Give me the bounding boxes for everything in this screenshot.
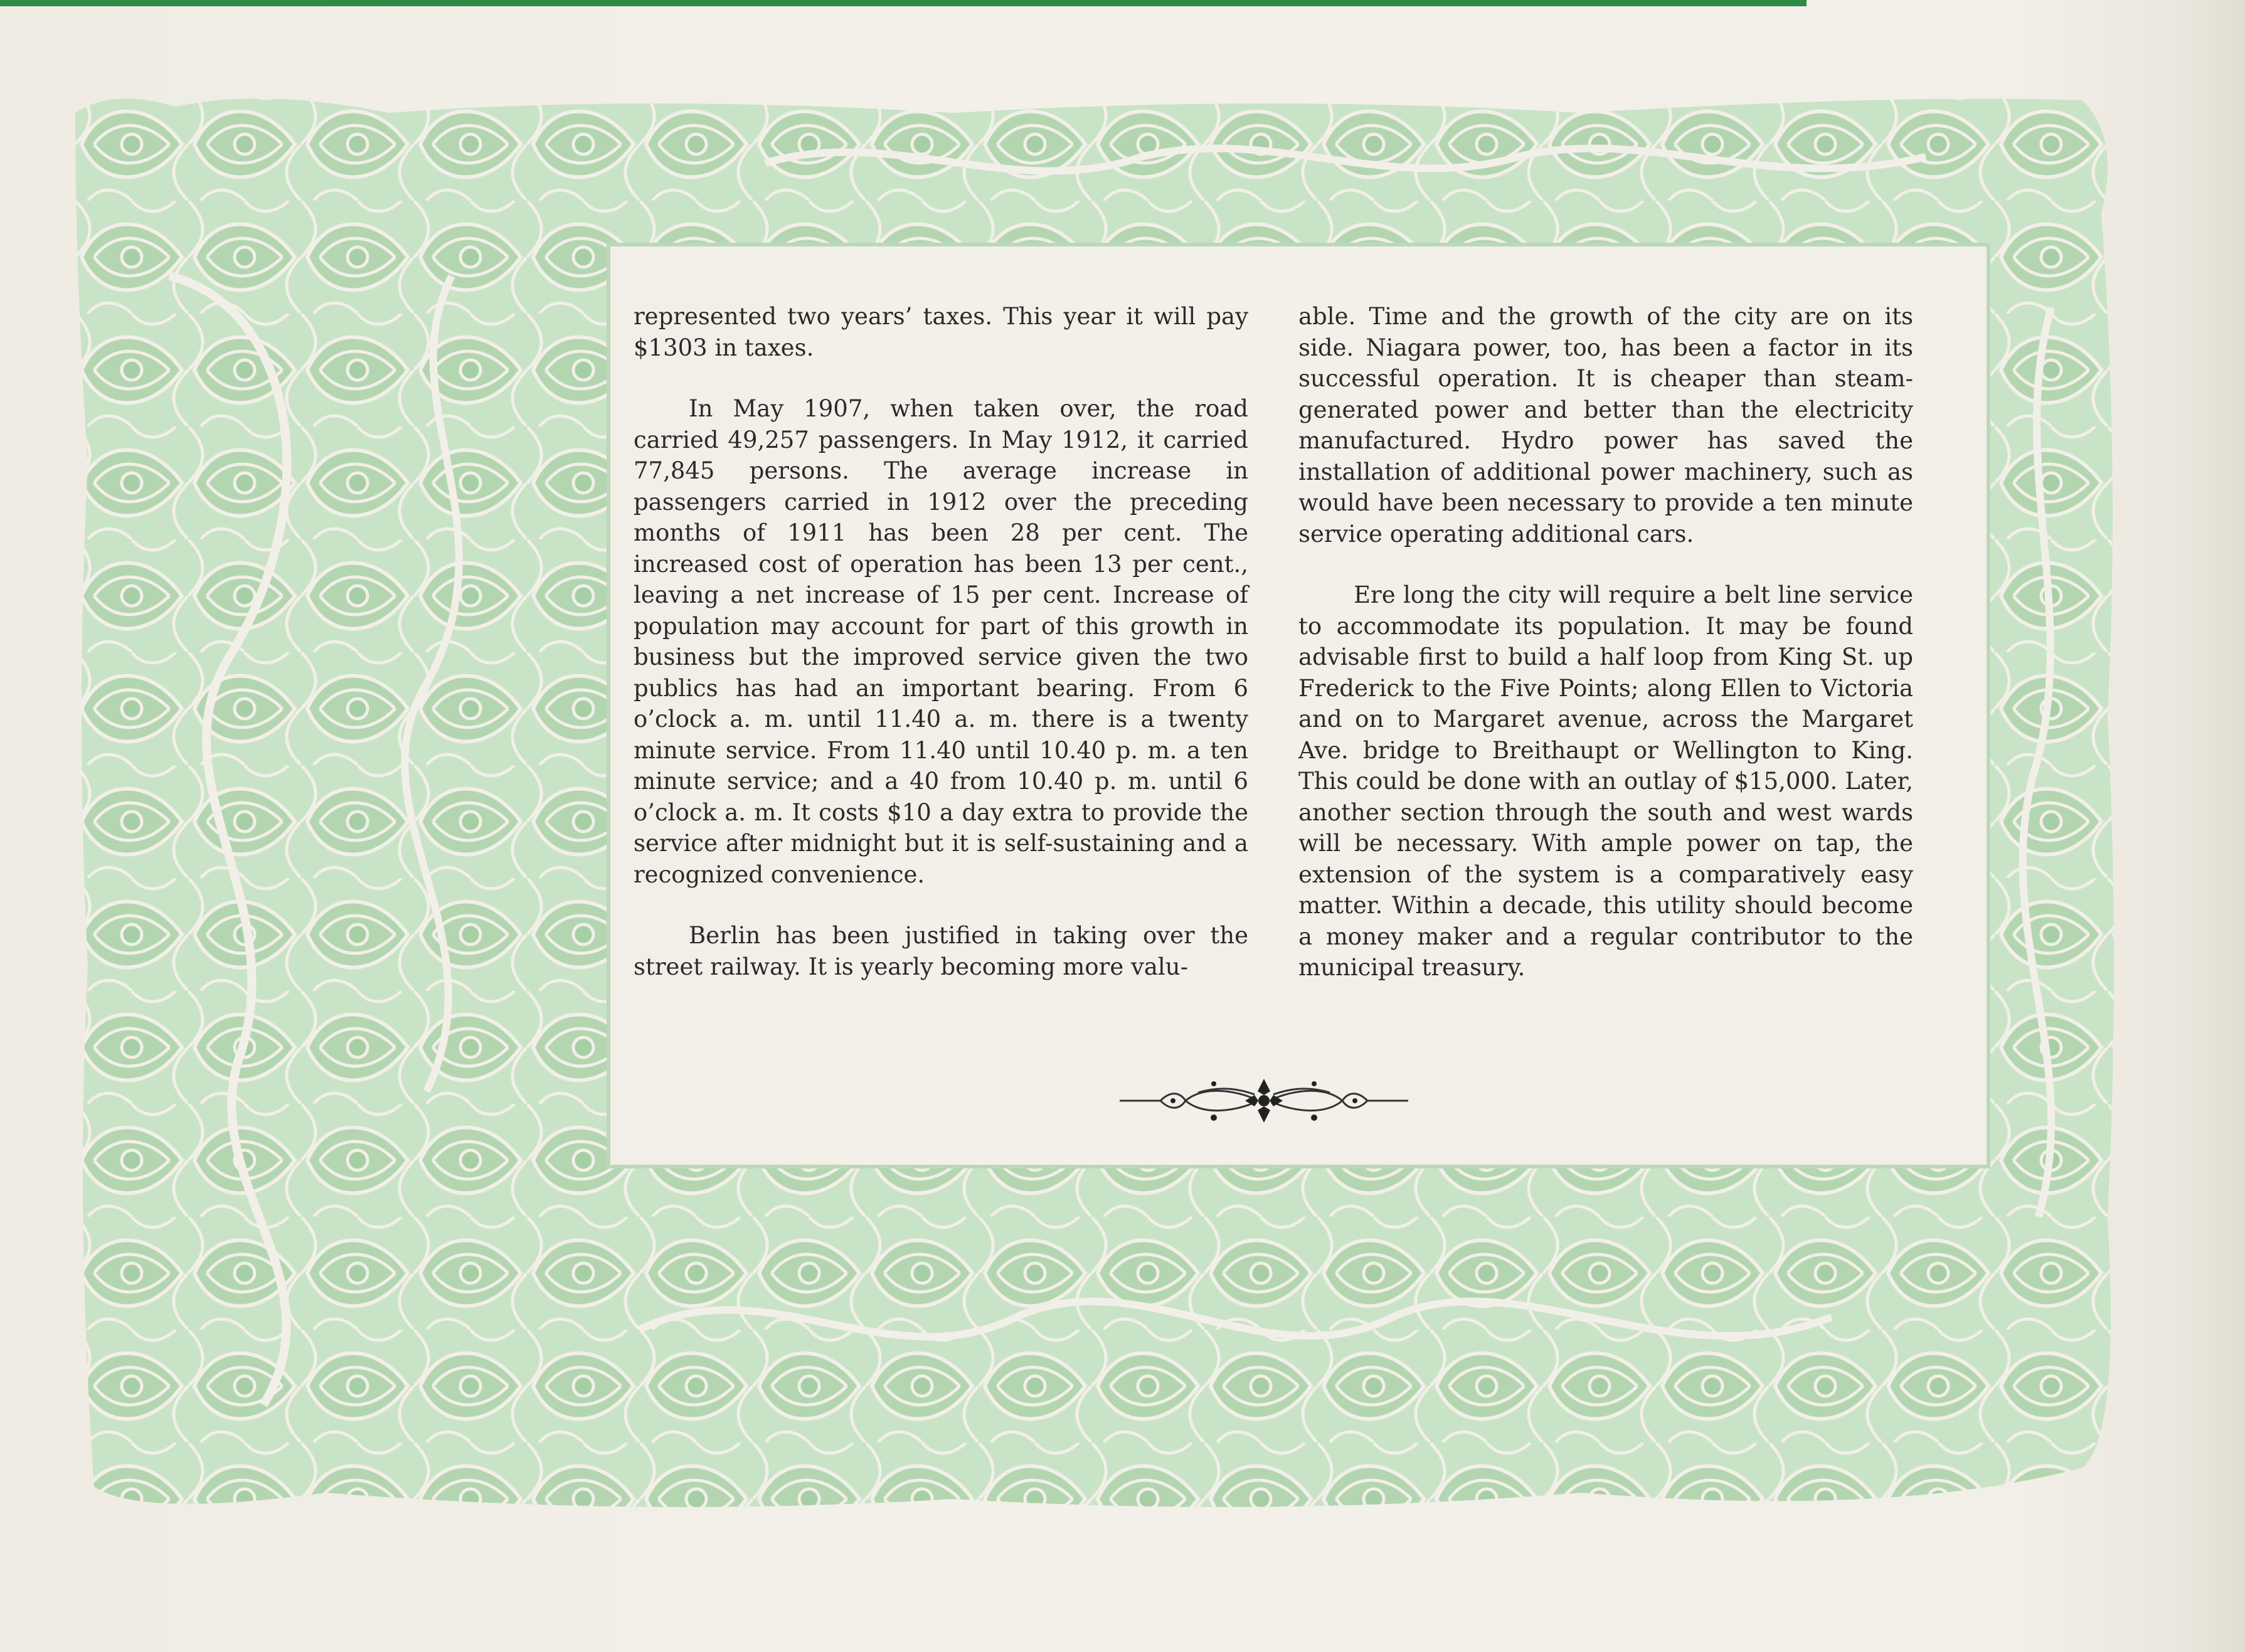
right-paragraph-2: Ere long the city will require a belt line service to accommodate its population. It may be found advisable first to build a half loop from King St. up Frederick to the Five Points; along Ellen to Victoria and on to Margaret avenue, across the Margaret Ave. bridge to Breithaupt or Wellington to King. This could be done with an outlay of $15,000. Later, another section through the south and west wards will be necessary. With ample power on tap, the extension of the system is a comparatively easy matter. Within a decade, this utility should become a money maker and a regular contributor to the municipal treasury. — [1298, 581, 1913, 981]
left-paragraph-1: represented two years’ taxes. This year it will pay $1303 in taxes. — [634, 303, 1248, 361]
fleuron-divider-icon — [1117, 1066, 1411, 1135]
left-paragraph-2: In May 1907, when taken over, the road carried 49,257 passengers. In May 1912, it carried 77,845 persons. The average increase in passengers carried in 1912 over the preceding months of 1911 has been 28 per cent. The increased cost of operation has been 13 per cent., leaving a net increase of 15 per cent. Increase of population may account for part of this growth in business but the improved service given the two publics has had an important bearing. From 6 o’clock a. m. until 11.40 a. m. there is a twenty minute service. From 11.40 until 10.40 p. m. a ten minute service; and a 40 from 10.40 p. m. until 6 o’clock a. m. It costs $10 a day extra to provide the service after midnight but it is self-sustaining and a recognized convenience. — [634, 395, 1248, 888]
cover-edge — [0, 0, 1807, 6]
text-panel — [627, 301, 1919, 1179]
right-paragraph-1: able. Time and the growth of the city are on its side. Niagara power, too, has been a factor in its successful operation. It is cheaper than steam-generated power and better than the electricity manufactured. Hydro power has saved the installation of additional power machinery, such as would have been necessary to provide a ten minute service operating additional cars. — [1298, 303, 1913, 548]
left-column — [634, 301, 1248, 1012]
right-column — [1298, 301, 1913, 1014]
left-paragraph-3: Berlin has been justified in taking over the street railway. It is yearly becoming more valu- — [634, 922, 1248, 980]
